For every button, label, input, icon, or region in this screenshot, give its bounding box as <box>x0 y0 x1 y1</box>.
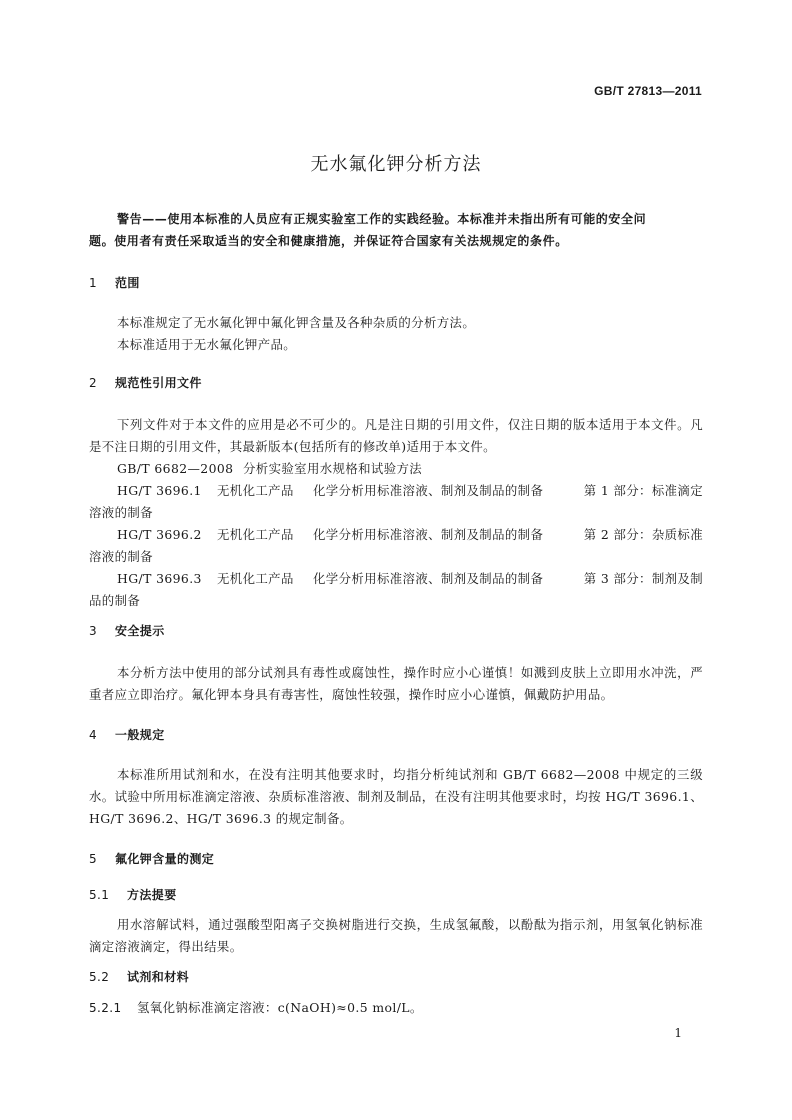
section-1-body <box>89 312 703 356</box>
section-number: 5 <box>89 852 98 866</box>
section-title: 氟化钾含量的测定 <box>115 852 215 866</box>
section-number: 1 <box>89 276 98 290</box>
warning-line-1: 警告——使用本标准的人员应有正规实验室工作的实践经验。本标准并未指出所有可能的安全问 <box>117 212 647 226</box>
section-4-heading <box>89 724 703 746</box>
clause-5-2-1 <box>89 998 423 1016</box>
section-3-body: 本分析方法中使用的部分试剂具有毒性或腐蚀性，操作时应小心谨慎！如溅到皮肤上立即用水冲洗，严重者应立即治疗。氟化钾本身具有毒害性，腐蚀性较强，操作时应小心谨慎，佩戴防护用品。 <box>89 665 703 702</box>
reference-part: 无机化工产品 <box>217 527 294 542</box>
reference-continuation: 溶液的制备 <box>89 505 153 520</box>
warning-line-2: 题。使用者有责任采取适当的安全和健康措施，并保证符合国家有关法规规定的条件。 <box>89 234 568 248</box>
reference-code: GB/T 6682—2008 <box>117 461 234 476</box>
section-title: 试剂和材料 <box>127 970 190 984</box>
section-2-heading <box>89 372 703 394</box>
clause-text: 氢氧化钠标准滴定溶液：c(NaOH)≈0.5 mol/L。 <box>137 1000 423 1015</box>
section-3-heading <box>89 620 703 642</box>
standard-code: GB/T 27813—2011 <box>594 84 702 98</box>
reference-item <box>89 480 703 524</box>
section-2-intro: 下列文件对于本文件的应用是必不可少的。凡是注日期的引用文件，仅注日期的版本适用于本文件。凡是不注日期的引用文件，其最新版本(包括所有的修改单)适用于本文件。 <box>89 417 703 454</box>
reference-part: 无机化工产品 <box>217 483 294 498</box>
reference-item <box>89 568 703 612</box>
subsection-5-2-heading <box>89 966 703 988</box>
reference-part: 化学分析用标准溶液、制剂及制品的制备 <box>313 483 544 498</box>
section-1-heading <box>89 272 703 294</box>
section-number: 4 <box>89 728 98 742</box>
reference-part: 无机化工产品 <box>217 571 294 586</box>
section-title: 安全提示 <box>115 624 165 638</box>
section-number: 5.2 <box>89 970 110 984</box>
reference-item <box>89 458 703 480</box>
paragraph: 本标准规定了无水氟化钾中氟化钾含量及各种杂质的分析方法。 <box>117 315 476 330</box>
reference-part: 第 3 部分：制剂及制 <box>583 571 703 586</box>
section-title: 范围 <box>115 276 140 290</box>
section-5-heading <box>89 848 703 870</box>
reference-part: 化学分析用标准溶液、制剂及制品的制备 <box>313 571 544 586</box>
reference-continuation: 溶液的制备 <box>89 549 153 564</box>
reference-continuation: 品的制备 <box>89 593 141 608</box>
section-title: 方法提要 <box>127 888 177 902</box>
warning-block <box>89 208 703 252</box>
section-title: 规范性引用文件 <box>115 376 202 390</box>
reference-part: 第 1 部分：标准滴定 <box>583 483 703 498</box>
subsection-5-1-heading <box>89 884 703 906</box>
reference-part: 化学分析用标准溶液、制剂及制品的制备 <box>313 527 544 542</box>
reference-part: 第 2 部分：杂质标准 <box>583 527 703 542</box>
normative-references <box>89 458 703 608</box>
reference-item <box>89 524 703 568</box>
reference-code: HG/T 3696.1 <box>117 483 202 498</box>
paragraph: 本标准适用于无水氟化钾产品。 <box>117 337 297 352</box>
section-4-body: 本标准所用试剂和水，在没有注明其他要求时，均指分析纯试剂和 GB/T 6682—2008 中规定的三级水。试验中所用标准滴定溶液、杂质标准溶液、制剂及制品，在没有注明其他要求时，均按 HG/T 3696.1、HG/T 3696.2、HG/T 3696.3 的规定制备。 <box>89 767 703 826</box>
reference-code: HG/T 3696.3 <box>117 571 202 586</box>
clause-number: 5.2.1 <box>89 1001 122 1015</box>
section-number: 2 <box>89 376 98 390</box>
subsection-5-1-body: 用水溶解试料，通过强酸型阳离子交换树脂进行交换，生成氢氟酸，以酚酞为指示剂，用氢氧化钠标准滴定溶液滴定，得出结果。 <box>89 917 703 954</box>
section-number: 3 <box>89 624 98 638</box>
reference-title: 分析实验室用水规格和试验方法 <box>243 461 423 476</box>
page-number: 1 <box>674 1026 682 1040</box>
section-number: 5.1 <box>89 888 110 902</box>
reference-code: HG/T 3696.2 <box>117 527 202 542</box>
document-title: 无水氟化钾分析方法 <box>310 154 482 175</box>
section-title: 一般规定 <box>115 728 165 742</box>
